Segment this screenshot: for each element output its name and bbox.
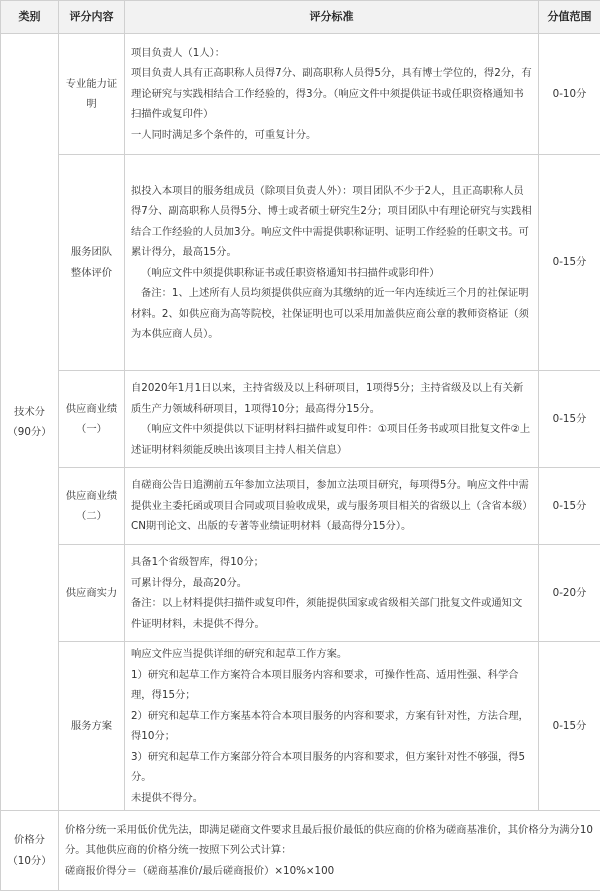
criteria-line: （响应文件中须提供以下证明材料扫描件或复印件：①项目任务书或项目批复文件②上述证明材料须能反映出该项目主持人相关信息） — [131, 419, 532, 460]
header-range: 分值范围 — [539, 1, 600, 34]
category-tech-points: （90分） — [1, 422, 58, 443]
content-line: 整体评价 — [65, 263, 118, 284]
content-line: 明 — [65, 94, 118, 115]
criteria-line: 项目负责人（1人）： — [131, 43, 532, 64]
criteria-line: （响应文件中须提供职称证书或任职资格通知书扫描件或影印件） — [131, 263, 532, 284]
criteria-line: 2）研究和起草工作方案基本符合本项目服务的内容和要求，方案有针对性，方法合理，得10分； — [131, 706, 532, 747]
content-line: 供应商业绩 — [65, 399, 118, 420]
range-cell: 0-15分 — [539, 468, 600, 545]
price-formula: 磋商报价得分＝（磋商基准价/最后磋商报价）×10%×100 — [65, 861, 594, 882]
criteria-cell — [125, 642, 539, 811]
criteria-line: 自磋商公告日追溯前五年参加立法项目，参加立法项目研究，每项得5分。响应文件中需提供业主委托函或项目合同或项目验收成果，或与服务项目相关的省级以上（含省本级）CN期刊论文、出版的专著等业绩证明材料（最高得分15分）。 — [131, 475, 532, 537]
category-price-title: 价格分 — [1, 830, 58, 851]
criteria-line: 具备1个省级智库，得10分； — [131, 552, 532, 573]
criteria-line: 备注：以上材料提供扫描件或复印件，须能提供国家或省级相关部门批复文件或通知文件证明材料，未提供不得分。 — [131, 593, 532, 634]
criteria-line: 未提供不得分。 — [131, 788, 532, 809]
content-line: 服务团队 — [65, 242, 118, 263]
content-cell — [59, 155, 125, 371]
criteria-cell — [125, 545, 539, 642]
header-category: 类别 — [1, 1, 59, 34]
content-cell — [59, 642, 125, 811]
category-tech — [1, 34, 59, 811]
range-cell: 0-15分 — [539, 371, 600, 468]
category-price — [1, 811, 59, 891]
criteria-cell — [125, 468, 539, 545]
content-line: 服务方案 — [65, 716, 118, 737]
content-cell — [59, 468, 125, 545]
criteria-line: 1）研究和起草工作方案符合本项目服务内容和要求，可操作性高、适用性强、科学合理，得15分； — [131, 665, 532, 706]
content-line: （一） — [65, 419, 118, 440]
price-criteria-cell — [59, 811, 600, 891]
table-row — [1, 155, 600, 371]
criteria-cell — [125, 155, 539, 371]
criteria-line: 项目负责人具有正高职称人员得7分、副高职称人员得5分，具有博士学位的，得2分，有理论研究与实践相结合工作经验的，得3分。（响应文件中须提供证书或任职资格通知书扫描件或复印件） — [131, 63, 532, 125]
table-row — [1, 468, 600, 545]
criteria-line: 响应文件应当提供详细的研究和起草工作方案。 — [131, 644, 532, 665]
table-row — [1, 642, 600, 811]
content-line: （二） — [65, 506, 118, 527]
range-cell: 0-20分 — [539, 545, 600, 642]
table-row — [1, 34, 600, 155]
content-line: 供应商业绩 — [65, 486, 118, 507]
range-cell: 0-10分 — [539, 34, 600, 155]
criteria-cell — [125, 371, 539, 468]
criteria-cell — [125, 34, 539, 155]
table-row — [1, 545, 600, 642]
criteria-line: 一人同时满足多个条件的，可重复计分。 — [131, 125, 532, 146]
content-cell — [59, 34, 125, 155]
content-line: 供应商实力 — [65, 583, 118, 604]
criteria-line: 价格分统一采用低价优先法，即满足磋商文件要求且最后报价最低的供应商的价格为磋商基准价，其价格分为满分10分。其他供应商的价格分统一按照下列公式计算： — [65, 820, 594, 861]
content-cell — [59, 371, 125, 468]
table-row — [1, 371, 600, 468]
criteria-line: 自2020年1月1日以来，主持省级及以上科研项目，1项得5分；主持省级及以上有关新质生产力领域科研项目，1项得10分；最高得分15分。 — [131, 378, 532, 419]
header-criteria: 评分标准 — [125, 1, 539, 34]
content-line: 专业能力证 — [65, 74, 118, 95]
criteria-line: 3）研究和起草工作方案部分符合本项目服务的内容和要求，但方案针对性不够强，得5分。 — [131, 747, 532, 788]
header-content: 评分内容 — [59, 1, 125, 34]
category-price-points: （10分） — [1, 851, 58, 872]
table-row-price — [1, 811, 600, 891]
content-cell — [59, 545, 125, 642]
criteria-line: 可累计得分，最高20分。 — [131, 573, 532, 594]
category-tech-title: 技术分 — [1, 402, 58, 423]
range-cell: 0-15分 — [539, 155, 600, 371]
criteria-line: 备注：1、上述所有人员均须提供供应商为其缴纳的近一年内连续近三个月的社保证明材料。2、如供应商为高等院校，社保证明也可以采用加盖供应商公章的教师资格证（须为本供应商人员）。 — [131, 283, 532, 345]
header-row — [1, 1, 600, 34]
criteria-line: 拟投入本项目的服务组成员（除项目负责人外）：项目团队不少于2人，且正高职称人员得7分、副高职称人员得5分、博士或者硕士研究生2分；项目团队中有理论研究与实践相结合工作经验的人员加3分。响应文件中需提供职称证明、证明工作经验的任职文书。可累计得分，最高15分。 — [131, 181, 532, 263]
range-cell: 0-15分 — [539, 642, 600, 811]
